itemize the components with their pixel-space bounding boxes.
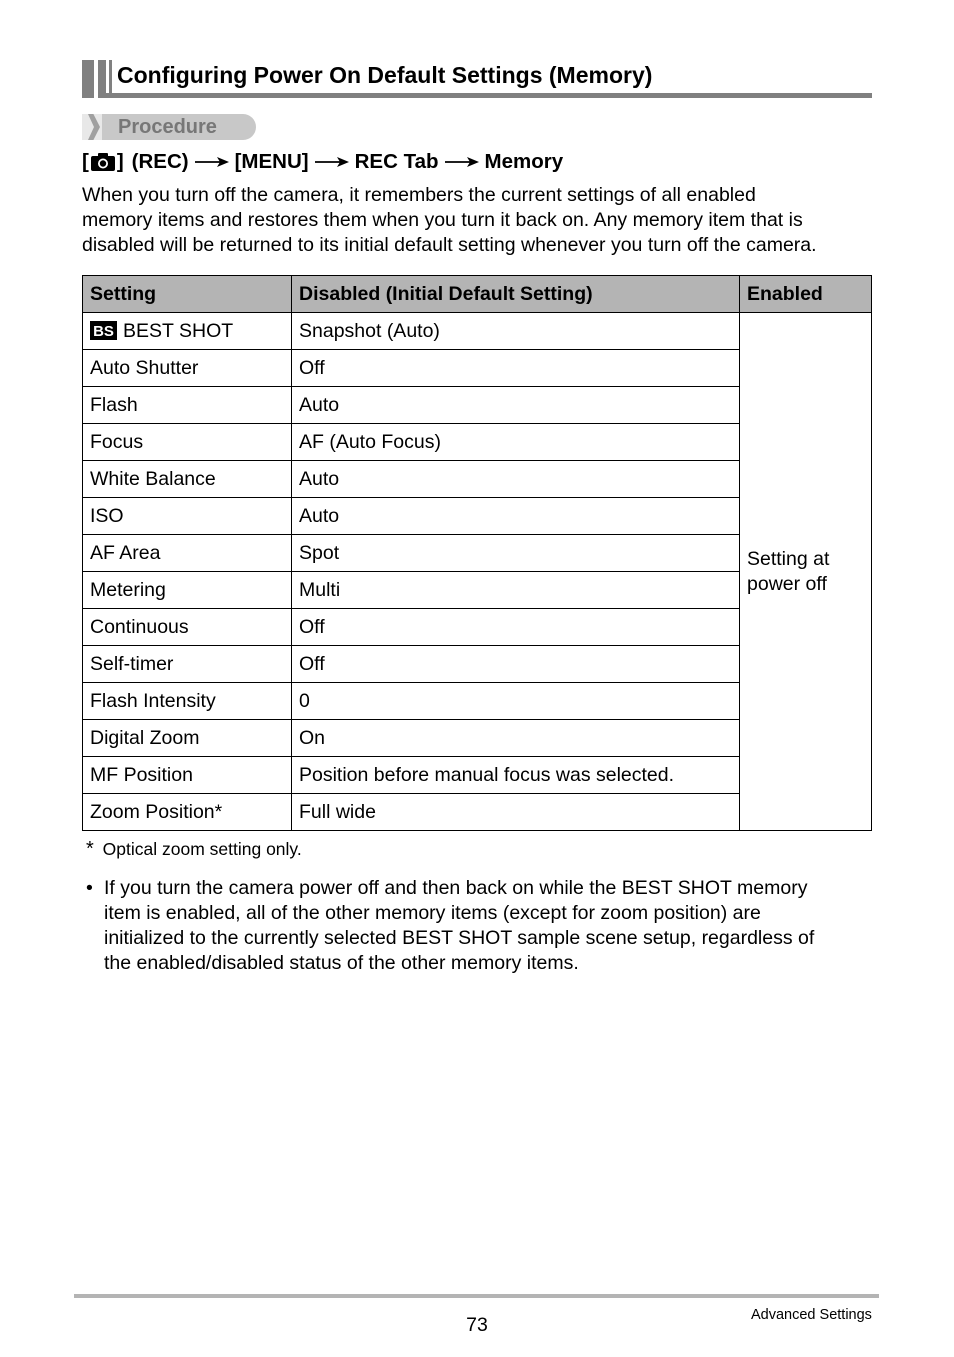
path-rec: (REC) [131,150,189,173]
default-cell: Full wide [292,794,740,831]
default-cell: AF (Auto Focus) [292,424,740,461]
header-disabled: Disabled (Initial Default Setting) [292,276,740,313]
footnote-text: Optical zoom setting only. [102,839,302,859]
footer-divider [74,1294,879,1298]
open-bracket: [ [82,150,89,173]
page-number: 73 [466,1314,488,1336]
setting-cell: AF Area [83,535,292,572]
note-text [104,876,814,976]
bullet-marker: • [86,877,93,899]
intro-line: disabled will be returned to its initial default setting whenever you turn off the camera. [82,234,817,256]
heading-marker [98,60,106,98]
camera-icon [90,152,116,172]
enabled-value-line: Setting at [747,547,830,570]
setting-cell: Focus [83,424,292,461]
setting-cell: White Balance [83,461,292,498]
intro-paragraph [82,183,882,258]
header-setting: Setting [83,276,292,313]
setting-cell: Continuous [83,609,292,646]
default-cell: Off [292,350,740,387]
arrow-right-icon [195,155,229,169]
header-enabled: Enabled [740,276,872,313]
default-cell: Multi [292,572,740,609]
enabled-value-line: power off [747,572,827,595]
section-name: Advanced Settings [751,1307,872,1323]
procedure-label [82,114,256,140]
setting-cell: Metering [83,572,292,609]
intro-line: memory items and restores them when you turn it back on. Any memory item that is [82,209,803,231]
setting-cell: Flash Intensity [83,683,292,720]
default-cell: Position before manual focus was selected. [292,757,740,794]
page-title: Configuring Power On Default Settings (Memory) [117,62,653,88]
setting-cell: MF Position [83,757,292,794]
setting-cell: Self-timer [83,646,292,683]
arrow-right-icon [315,155,349,169]
default-cell: Spot [292,535,740,572]
footnote-mark: * [86,838,94,860]
memory-settings-table [82,275,872,831]
note-line: the enabled/disabled status of the other memory items. [104,952,579,974]
best-shot-icon [90,321,117,340]
heading-underline [106,93,872,98]
default-cell: Auto [292,387,740,424]
default-cell: Off [292,609,740,646]
setting-name: BEST SHOT [123,319,234,342]
setting-cell: ISO [83,498,292,535]
note-line: initialized to the currently selected BEST SHOT sample scene setup, regardless of [104,927,815,949]
default-cell: Snapshot (Auto) [292,313,740,350]
footnote [86,838,302,861]
menu-path [82,150,563,174]
path-menu: [MENU] [234,150,309,173]
default-cell: Off [292,646,740,683]
setting-cell: Auto Shutter [83,350,292,387]
section-heading [82,60,872,98]
default-cell: On [292,720,740,757]
default-cell: Auto [292,461,740,498]
setting-cell [83,313,292,350]
setting-cell: Digital Zoom [83,720,292,757]
setting-cell: Zoom Position* [83,794,292,831]
table-header-row [83,276,872,313]
path-tab: REC Tab [354,150,439,173]
default-cell: 0 [292,683,740,720]
default-cell: Auto [292,498,740,535]
svg-text:BS: BS [93,322,114,340]
heading-marker [82,60,94,98]
note-line: item is enabled, all of the other memory items (except for zoom position) are [104,902,761,924]
path-item: Memory [484,150,564,173]
procedure-text: Procedure [118,116,217,138]
table-row [83,313,872,350]
intro-line: When you turn off the camera, it remembers the current settings of all enabled [82,184,756,206]
note-line: If you turn the camera power off and then back on while the BEST SHOT memory [104,877,808,899]
enabled-cell [740,313,872,831]
arrow-right-icon [445,155,479,169]
close-bracket: ] [116,150,124,173]
setting-cell: Flash [83,387,292,424]
